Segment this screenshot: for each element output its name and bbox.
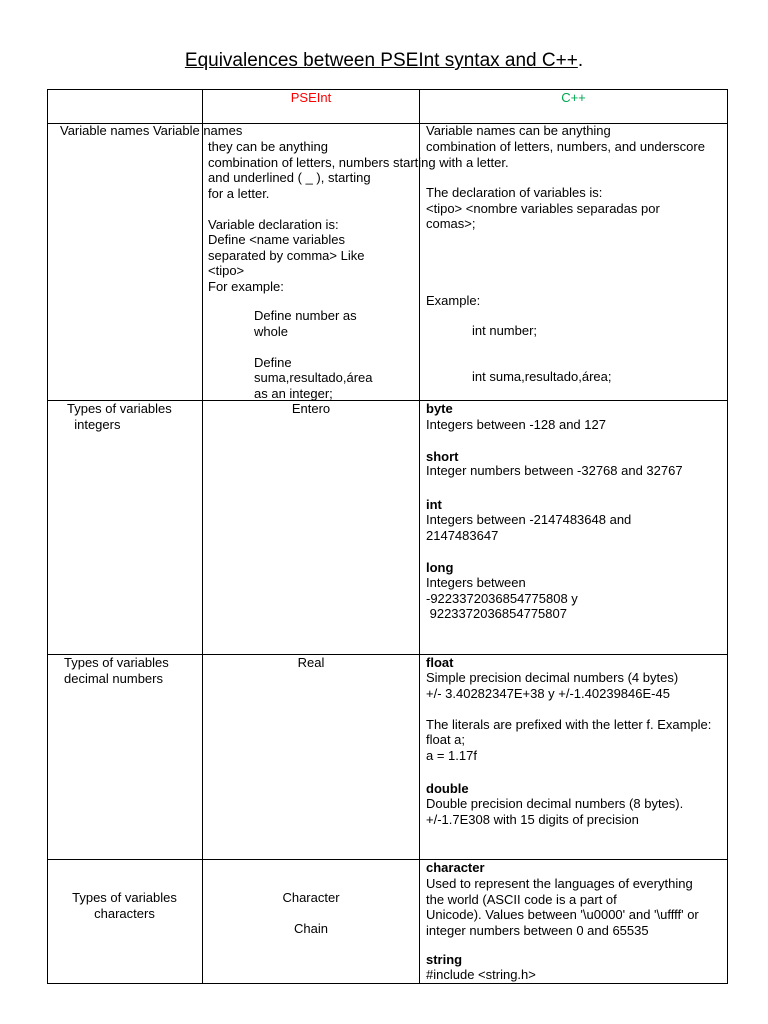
row-integers-pseint: Entero <box>291 401 331 416</box>
comparison-table <box>47 89 728 984</box>
row-decimal-pseint: Real <box>297 655 325 670</box>
table-border-bottom <box>47 983 728 984</box>
type-name: string <box>426 952 463 967</box>
type-name: short <box>426 449 459 464</box>
type-desc: Integers between -2147483648 and 2147483647 <box>426 512 632 543</box>
type-desc: Integers between -128 and 127 <box>426 417 606 432</box>
table-border-right <box>727 89 728 984</box>
row-decimal-label: Types of variables decimal numbers <box>64 655 169 686</box>
type-name: long <box>426 560 454 575</box>
table-border-left <box>47 89 48 984</box>
type-desc: Integers between -9223372036854775808 y 9223372036854775807 <box>426 575 578 621</box>
row-characters-label: Types of variables characters <box>72 890 177 921</box>
type-name: double <box>426 781 469 796</box>
row-divider <box>47 859 728 860</box>
row-variable-names-cpp-example-label: Example: <box>426 293 481 308</box>
row-characters-pseint-character: Character <box>282 890 340 905</box>
type-desc: Integer numbers between -32768 and 32767 <box>426 463 683 478</box>
type-name: character <box>426 860 485 875</box>
type-name: byte <box>426 401 453 416</box>
page-title-text: Equivalences between PSEInt syntax and C++ <box>184 50 578 71</box>
type-desc: Used to represent the languages of everything the world (ASCII code is a part of Unicode). Values between '\u0000' and '\uffff' or integer numbers between 0 and 65535 <box>426 876 699 938</box>
row-variable-names-cpp-example-1: int number; <box>472 323 538 338</box>
row-variable-names-pseint-example: Define number as whole Define suma,resultado,área as an integer; <box>254 308 373 401</box>
header-cpp: C++ <box>561 90 586 105</box>
row-variable-names-cpp-example-2: int suma,resultado,área; <box>472 369 612 384</box>
type-desc: Simple precision decimal numbers (4 bytes) +/- 3.40282347E+38 y +/-1.40239846E-45 The literals are prefixed with the letter f. Example: float a; a = 1.17f <box>426 670 712 763</box>
row-variable-names-label: Variable names Variable names <box>60 123 243 138</box>
type-desc: #include <string.h> <box>426 967 536 982</box>
type-name: int <box>426 497 442 512</box>
type-name: float <box>426 655 454 670</box>
row-variable-names-pseint: they can be anything combination of letters, numbers starting with a letter. and underlined ( _ ), starting for a letter. Variable declaration is: Define <name variables separated by comma> Like <tipo> For example: <box>208 139 509 294</box>
page-title <box>0 50 768 72</box>
type-desc: Double precision decimal numbers (8 bytes). +/-1.7E308 with 15 digits of precision <box>426 796 684 827</box>
header-pseint: PSEInt <box>290 90 332 105</box>
row-variable-names-cpp: Variable names can be anything combination of letters, numbers, and underscore The declaration of variables is: <tipo> <nombre variables separadas por comas>; <box>426 123 705 231</box>
row-characters-pseint-chain: Chain <box>294 921 328 936</box>
page-title-period: . <box>577 50 584 71</box>
row-integers-label: Types of variables integers <box>67 401 172 432</box>
column-divider <box>202 89 203 984</box>
